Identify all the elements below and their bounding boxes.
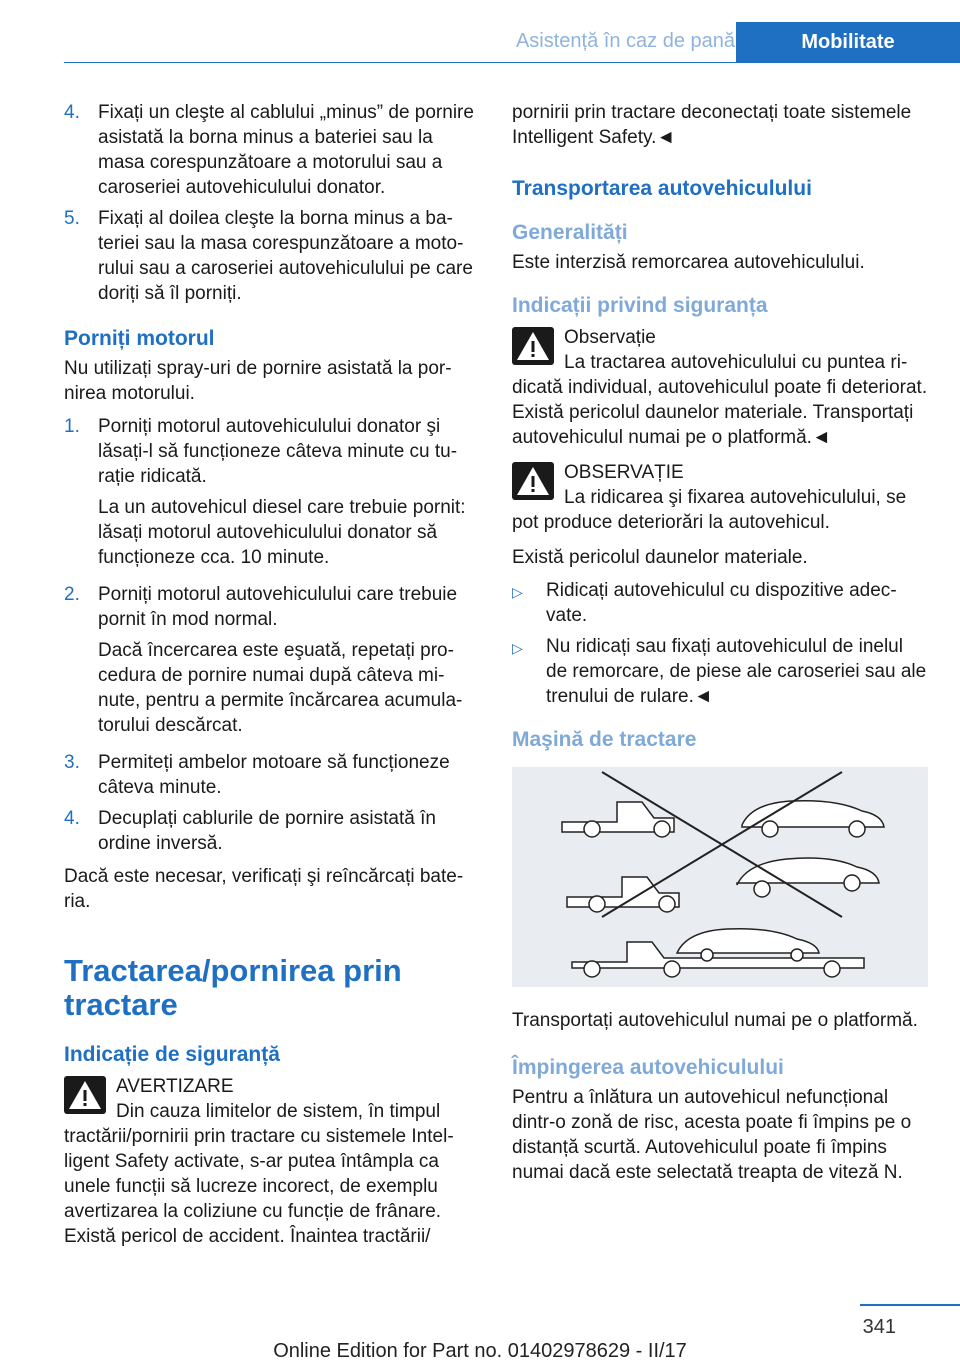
step-text: Permiteți ambelor motoare să funcționeze câteva minute. bbox=[98, 752, 450, 798]
step-number: 2. bbox=[64, 584, 80, 605]
subheading-safety: Indicații privind siguranța bbox=[512, 294, 768, 317]
page-number: 341 bbox=[862, 1316, 896, 1338]
step-number: 5. bbox=[64, 208, 80, 229]
section-heading-transport: Transportarea autovehiculului bbox=[512, 177, 812, 200]
subheading-pushing: Împingerea autovehiculului bbox=[512, 1056, 784, 1079]
paragraph: Pentru a înlătura un autovehicul nefuncțional dintr-o zonă de risc, acesta poate fi împins pe o distanță scurtă. Autovehiculul poate fi împins numai dacă este selectată treapta de viteză N. bbox=[512, 1087, 912, 1183]
step-list-start bbox=[64, 414, 480, 856]
warning-text: Din cauza limitelor de sistem, în timpul tractării/pornirii prin tractare cu sistemele Intelligent Safety activate, s-ar putea întâmpla ca unele funcții să lucreze incorect, de exemplu avertizarea la coliziune cu funcție de frânare. Există pericol de accident. Înaintea tractării/ bbox=[64, 1101, 454, 1247]
step-number: 3. bbox=[64, 752, 80, 773]
paragraph: Există pericolul daunelor materiale. bbox=[512, 547, 808, 568]
bullet-text: Ridicați autovehiculul cu dispozitive adecvate. bbox=[546, 580, 897, 626]
triangle-right-icon: ▷ bbox=[512, 640, 523, 656]
bullet-list bbox=[512, 578, 928, 709]
step-number: 4. bbox=[64, 102, 80, 123]
step-text: Fixați al doilea cleşte la borna minus a bateriei sau la masa corespunzătoare a motorului sau a caroseriei autovehiculului pe care doriți să îl porniți. bbox=[98, 208, 473, 304]
paragraph: Dacă este necesar, verificați şi reîncărcați bateria. bbox=[64, 866, 464, 912]
header-chapter-tab[interactable]: Mobilitate bbox=[736, 22, 960, 62]
bullet-text: Nu ridicați sau fixați autovehiculul de inelul de remorcare, de piese ale caroseriei sau ale trenului de rulare.◄ bbox=[546, 636, 927, 707]
figure-caption: Transportați autovehiculul numai pe o platformă. bbox=[512, 1010, 918, 1031]
step-number: 4. bbox=[64, 808, 80, 829]
chapter-heading-towing: Tractarea/pornirea prin tractare bbox=[64, 953, 402, 1022]
warning-triangle-icon bbox=[512, 327, 554, 365]
triangle-right-icon: ▷ bbox=[512, 584, 523, 600]
paragraph: Este interzisă remorcarea autovehiculului. bbox=[512, 252, 865, 273]
notice-text: La ridicarea şi fixarea autovehiculului, se pot produce deteriorări la autovehicul. bbox=[512, 487, 907, 533]
step-list-connect bbox=[64, 100, 480, 306]
left-column bbox=[64, 100, 480, 1259]
step-text: Decuplați cablurile de pornire asistată în ordine inversă. bbox=[98, 808, 436, 854]
warning-triangle-icon bbox=[64, 1076, 106, 1114]
step-extra: Dacă încercarea este eşuată, repetați procedura de pornire numai după câteva minute, pentru a permite încărcarea acumulatorului descărcat. bbox=[98, 640, 463, 736]
notice-block bbox=[512, 460, 928, 535]
step-number: 1. bbox=[64, 416, 80, 437]
warning-block bbox=[64, 1074, 480, 1249]
list-item bbox=[64, 806, 480, 856]
warning-title: AVERTIZARE bbox=[116, 1076, 234, 1097]
subheading-general: Generalități bbox=[512, 221, 628, 244]
list-item bbox=[64, 750, 480, 800]
step-text: Porniți motorul autovehiculului donator şi lăsați-l să funcționeze câteva minute cu turație ridicată. bbox=[98, 416, 458, 487]
tow-truck-illustration bbox=[512, 767, 928, 987]
section-heading-start-engine: Porniți motorul bbox=[64, 327, 215, 350]
notice-text: La tractarea autovehiculului cu puntea ridicată individual, autovehiculul poate fi deteriorat. Există pericolul daunelor materiale. Transportați autovehiculul numai pe o platformă.◄ bbox=[512, 352, 928, 448]
notice-title: OBSERVAȚIE bbox=[564, 462, 684, 483]
notice-block bbox=[512, 325, 928, 450]
header-section: Asistență în caz de pană bbox=[515, 30, 735, 52]
section-heading-safety: Indicație de siguranță bbox=[64, 1043, 280, 1066]
list-item bbox=[64, 414, 480, 576]
warning-continuation: pornirii prin tractare deconectați toate sistemele Intelligent Safety.◄ bbox=[512, 102, 912, 148]
edition-note: Online Edition for Part no. 01402978629 - II/17 bbox=[273, 1340, 687, 1362]
step-extra: La un autovehicul diesel care trebuie pornit: lăsați motorul autovehiculului donator să funcționeze cca. 10 minute. bbox=[98, 497, 466, 568]
right-column bbox=[512, 100, 928, 1193]
paragraph: Nu utilizați spray-uri de pornire asistată la pornirea motorului. bbox=[64, 358, 452, 404]
list-item bbox=[64, 206, 480, 306]
list-item bbox=[512, 578, 928, 628]
list-item bbox=[64, 582, 480, 744]
notice-title: Observație bbox=[564, 327, 656, 348]
step-text: Porniți motorul autovehiculului care trebuie pornit în mod normal. bbox=[98, 584, 458, 630]
step-text: Fixați un cleşte al cablului „minus” de pornire asistată la borna minus a bateriei sau la masa corespunzătoare a motorului sau a caroseriei autovehiculului donator. bbox=[98, 102, 474, 198]
list-item bbox=[64, 100, 480, 200]
page-header bbox=[64, 22, 960, 63]
footer-rule bbox=[860, 1304, 960, 1306]
list-item bbox=[512, 634, 928, 709]
warning-triangle-icon bbox=[512, 462, 554, 500]
subheading-tow-truck: Maşină de tractare bbox=[512, 728, 697, 751]
